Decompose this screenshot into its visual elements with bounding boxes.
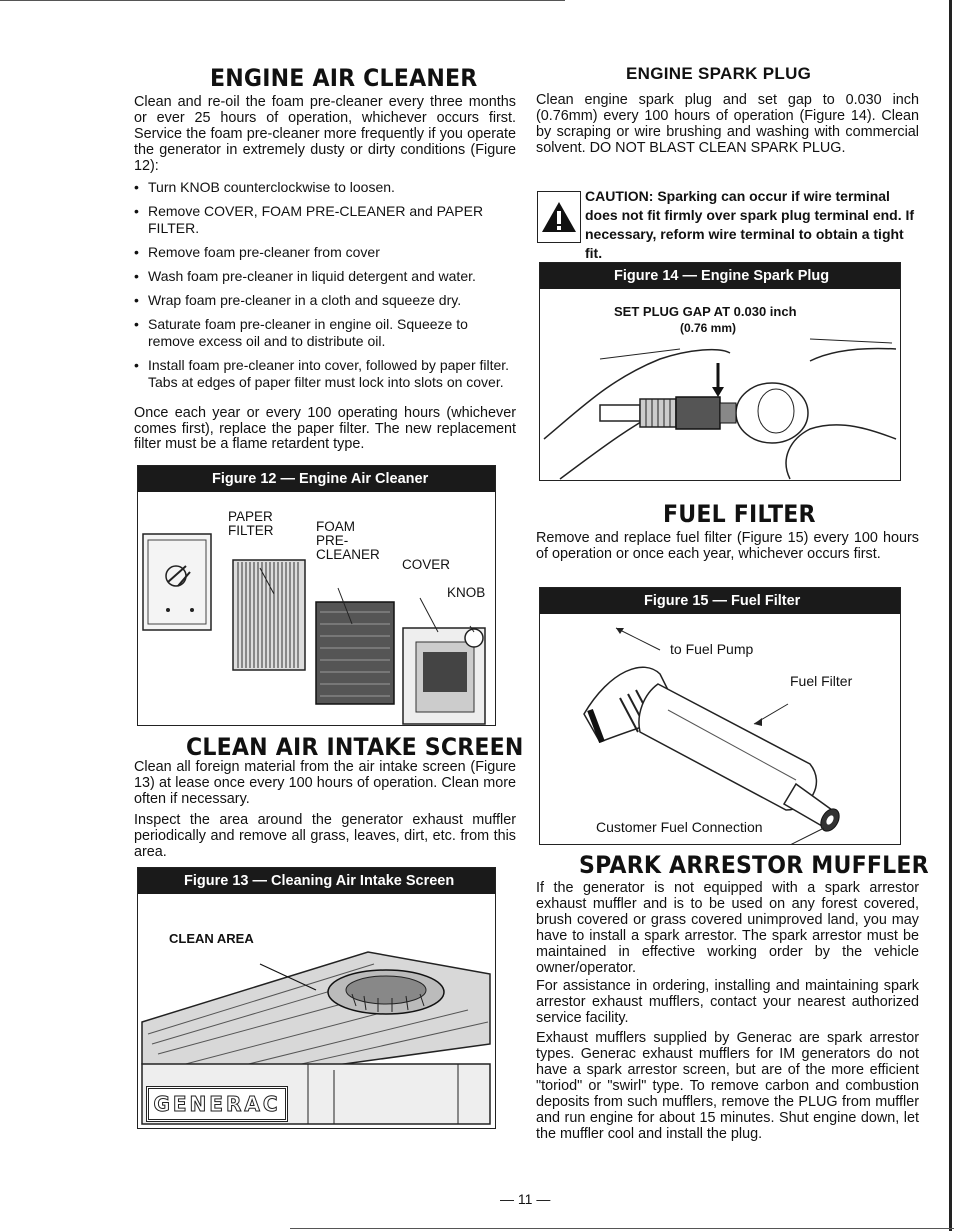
engine-air-cleaner-intro: Clean and re-oil the foam pre-cleaner every three months or ever 25 hours of operation, whichever occurs first. Service the foam pre-cleaner more frequently if you operate the generator in extremely dusty or dirty conditions (Figure 12): bbox=[134, 94, 516, 174]
plug-gap-label-line1: SET PLUG GAP AT 0.030 inch bbox=[614, 304, 797, 319]
spark-arrestor-p1: If the generator is not equipped with a spark arrestor exhaust muffler and is to be used on any forest covered, brush covered or grass covered unimproved land, you may have to install a spark arrestor. The spark arrestor must be maintained in effective working order by the vehicle owner/operator. bbox=[536, 880, 919, 976]
spark-arrestor-title: SPARK ARRESTOR MUFFLER bbox=[579, 851, 929, 879]
warning-icon bbox=[538, 192, 580, 242]
engine-spark-plug-title: ENGINE SPARK PLUG bbox=[626, 64, 812, 83]
caution-box bbox=[537, 191, 581, 243]
list-item: • Install foam pre-cleaner into cover, followed by paper filter. Tabs at edges of paper filter must lock into slots on cover. bbox=[134, 357, 516, 391]
figure-12-caption: Figure 12 — Engine Air Cleaner bbox=[138, 466, 495, 492]
fuel-filter-title: FUEL FILTER bbox=[663, 500, 816, 528]
list-item: • Saturate foam pre-cleaner in engine oil. Squeeze to remove excess oil and to distribute oil. bbox=[134, 316, 516, 350]
clean-air-intake-title: CLEAN AIR INTAKE SCREEN bbox=[186, 733, 524, 761]
cover-label: COVER bbox=[402, 557, 451, 572]
right-edge-line bbox=[949, 0, 952, 1231]
knob-label: KNOB bbox=[447, 585, 486, 600]
engine-air-cleaner-title: ENGINE AIR CLEANER bbox=[210, 64, 478, 92]
figure-13-caption: Figure 13 — Cleaning Air Intake Screen bbox=[138, 868, 495, 894]
top-edge-line bbox=[0, 0, 565, 1]
caution-text: CAUTION: Sparking can occur if wire terminal does not fit firmly over spark plug terminal end. If necessary, reform wire terminal to obtain a tight fit. bbox=[585, 188, 915, 261]
spark-arrestor-p3: Exhaust mufflers supplied by Generac are spark arrestor types. Generac exhaust mufflers for IM generators do not have a spark arrestor screen, but are of the more efficient "toriod" or "swirl" type. To remove carbon and combustion deposits from such mufflers, remove the PLUG from muffler and run engine for about 15 minutes. Shut engine down, let the muffler cool and install the plug. bbox=[536, 1030, 919, 1142]
air-cleaner-steps bbox=[134, 179, 516, 398]
figure-14 bbox=[539, 262, 901, 481]
bottom-edge-line bbox=[290, 1228, 954, 1229]
clean-area-label: CLEAN AREA bbox=[169, 931, 254, 946]
list-item: • Remove COVER, FOAM PRE-CLEANER and PAPER FILTER. bbox=[134, 203, 516, 237]
customer-fuel-connection-label: Customer Fuel Connection bbox=[596, 819, 763, 835]
foam-pre-cleaner-label: FOAM PRE- CLEANER bbox=[316, 519, 380, 562]
figure-15-caption: Figure 15 — Fuel Filter bbox=[540, 588, 900, 614]
list-item: • Wash foam pre-cleaner in liquid detergent and water. bbox=[134, 268, 516, 285]
clean-air-intake-p1: Clean all foreign material from the air intake screen (Figure 13) at lease once every 100 hours of operation. Clean more often if necessary. bbox=[134, 759, 516, 807]
paper-filter-label: PAPER FILTER bbox=[228, 509, 274, 538]
figure-12 bbox=[137, 465, 496, 726]
figure-15 bbox=[539, 587, 901, 845]
figure-13 bbox=[137, 867, 496, 1129]
spark-arrestor-p2: For assistance in ordering, installing and maintaining spark arrestor exhaust mufflers, contact your nearest authorized service facility. bbox=[536, 978, 919, 1026]
to-fuel-pump-label: to Fuel Pump bbox=[670, 641, 754, 657]
fuel-filter-label: Fuel Filter bbox=[790, 673, 853, 689]
list-item: • Turn KNOB counterclockwise to loosen. bbox=[134, 179, 516, 196]
list-item: • Remove foam pre-cleaner from cover bbox=[134, 244, 516, 261]
plug-gap-label-line2: (0.76 mm) bbox=[680, 321, 737, 335]
engine-spark-plug-body: Clean engine spark plug and set gap to 0.030 inch (0.76mm) every 100 hours of operation (Figure 14). Clean by scraping or wire brushing and washing with commercial solvent. DO NOT BLAST CLEAN SPARK PLUG. bbox=[536, 92, 919, 156]
figure-14-caption: Figure 14 — Engine Spark Plug bbox=[540, 263, 900, 289]
generac-logo: GENERAC bbox=[146, 1086, 288, 1122]
page-number: — 11 — bbox=[500, 1191, 551, 1207]
engine-air-cleaner-outro: Once each year or every 100 operating hours (whichever comes first), replace the paper filter. The new replacement filter must be a flame retardent type. bbox=[134, 405, 516, 452]
list-item: • Wrap foam pre-cleaner in a cloth and squeeze dry. bbox=[134, 292, 516, 309]
clean-air-intake-p2: Inspect the area around the generator exhaust muffler periodically and remove all grass, leaves, dirt, etc. from this area. bbox=[134, 812, 516, 860]
fuel-filter-body: Remove and replace fuel filter (Figure 15) every 100 hours of operation or once each year, whichever occurs first. bbox=[536, 530, 919, 562]
